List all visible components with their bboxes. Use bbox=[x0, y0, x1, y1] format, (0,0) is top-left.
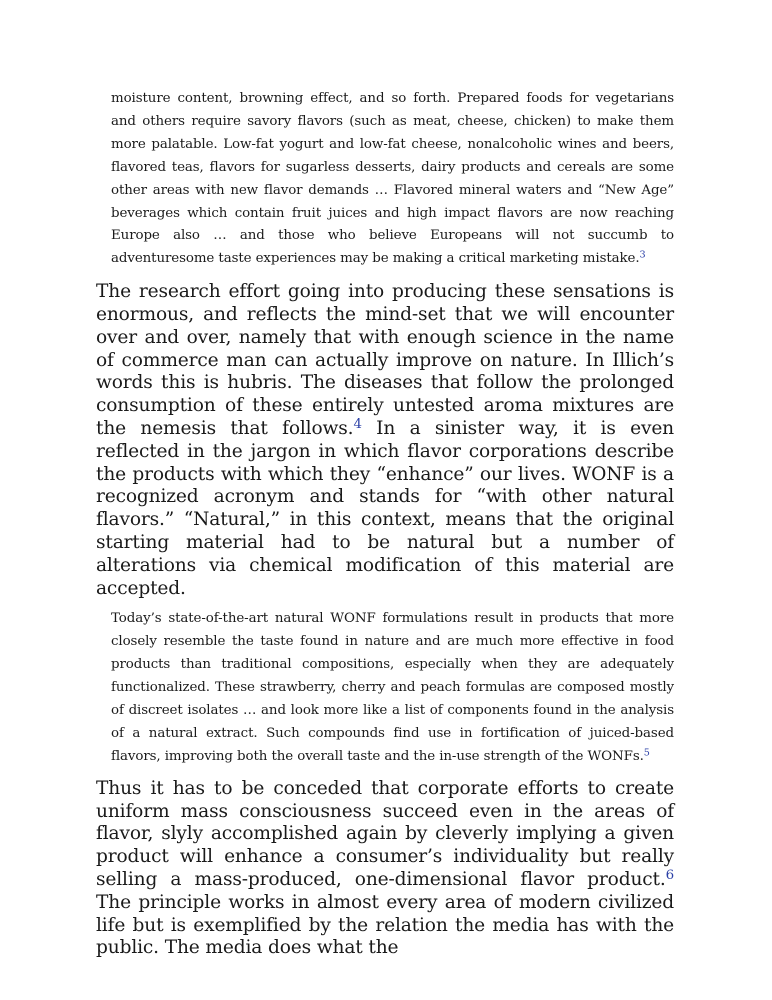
page-body bbox=[96, 88, 674, 960]
paragraph-text-part-a: Thus it has to be conceded that corporate efforts to create uniform mass consciousness succeed even in the areas of flavor, slyly accomplished again by cleverly implying a given product will enhance a consumer’s individuality but really selling a mass-produced, one-dimensional flavor product. bbox=[96, 777, 674, 890]
quote-text: moisture content, browning effect, and so forth. Prepared foods for vegetarians and others require savory flavors (such as meat, cheese, chicken) to make them more palatable. Low-fat yogurt and low-fat cheese, nonalcoholic wines and beers, flavored teas, flavors for sugarless desserts, dairy products and cereals are some other areas with new flavor demands … Flavored mineral waters and “New Age” beverages which contain fruit juices and high impact flavors are now reaching Europe also … and those who believe Europeans will not succumb to adventuresome taste experiences may be making a critical marketing mistake. bbox=[111, 91, 674, 267]
quote-text: Today’s state-of-the-art natural WONF formulations result in products that more closely resemble the taste found in nature and are much more effective in food products than traditional compositions, especially when they are adequately functionalized. These strawberry, cherry and peach formulas are composed mostly of discreet isolates … and look more like a list of components found in the analysis of a natural extract. Such compounds find use in fortification of juiced-based flavors, improving both the overall taste and the in-use strength of the WONFs. bbox=[111, 611, 674, 764]
paragraph-text-part-b: The principle works in almost every area of modern civilized life but is exemplified by the relation the media has with the public. The media does what the bbox=[96, 891, 674, 959]
footnote-ref-4[interactable]: 4 bbox=[353, 417, 362, 433]
paragraph-text-part-b: In a sinister way, it is even reflected in the jargon in which flavor corporations describe the products with which they “enhance” our lives. WONF is a recognized acronym and stands for “with other natural flavors.” “Natural,” in this context, means that the original starting material had to be natural but a number of alterations via chemical modification of this material are accepted. bbox=[96, 418, 674, 599]
footnote-ref-6[interactable]: 6 bbox=[665, 867, 674, 883]
body-paragraph-mass-consciousness bbox=[96, 778, 674, 960]
footnote-ref-5[interactable]: 5 bbox=[643, 747, 650, 759]
body-paragraph-research-effort bbox=[96, 281, 674, 600]
block-quote-flavor-demands bbox=[111, 88, 674, 271]
block-quote-wonf-formulations bbox=[111, 608, 674, 768]
footnote-ref-3[interactable]: 3 bbox=[639, 250, 646, 262]
paragraph-text-part-a: The research effort going into producing these sensations is enormous, and reflects the mind-set that we will encounter over and over, namely that with enough science in the name of commerce man can actually improve on nature. In Illich’s words this is hubris. The diseases that follow the prolonged consumption of these entirely untested aroma mixtures are the nemesis that follows. bbox=[96, 281, 674, 440]
